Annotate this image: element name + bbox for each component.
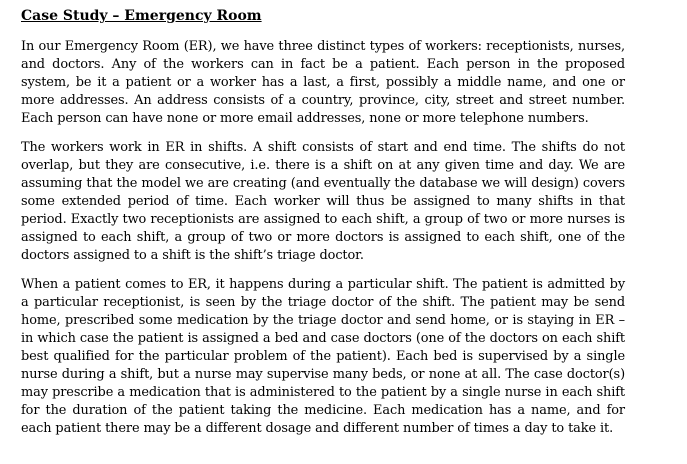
paragraph-shifts: The workers work in ER in shifts. A shift consists of start and end time. The shifts do not overlap, but they are consecutive, i.e. there is a shift on at any given time and day. We are assuming that the model we are creating (and eventually the database we will design) covers some extended period of time. Each worker will thus be assigned to many shifts in that period. Exactly two receptionists are assigned to each shift, a group of two or more nurses is assigned to each shift, a group of two or more doctors is assigned to each shift, one of the doctors assigned to a shift is the shift’s triage doctor. xyxy=(21,140,625,263)
document-title: Case Study – Emergency Room xyxy=(21,8,262,24)
paragraph-patients: When a patient comes to ER, it happens during a particular shift. The patient is admitted by a particular receptionist, is seen by the triage doctor of the shift. The patient may be send home, prescribed some medication by the triage doctor and send home, or is staying in ER – in which case the patient is assigned a bed and case doctors (one of the doctors on each shift best qualified for the particular problem of the patient). Each bed is supervised by a single nurse during a shift, but a nurse may supervise many beds, or none at all. The case doctor(s) may prescribe a medication that is administered to the patient by a single nurse in each shift for the duration of the patient taking the medicine. Each medication has a name, and for each patient there may be a different dosage and different number of times a day to take it. xyxy=(21,277,625,436)
paragraph-workers: In our Emergency Room (ER), we have three distinct types of workers: receptionists, nurses, and doctors. Any of the workers can in fact be a patient. Each person in the proposed system, be it a patient or a worker has a last, a first, possibly a middle name, and one or more addresses. An address consists of a country, province, city, street and street number. Each person can have none or more email addresses, none or more telephone numbers. xyxy=(21,39,625,126)
